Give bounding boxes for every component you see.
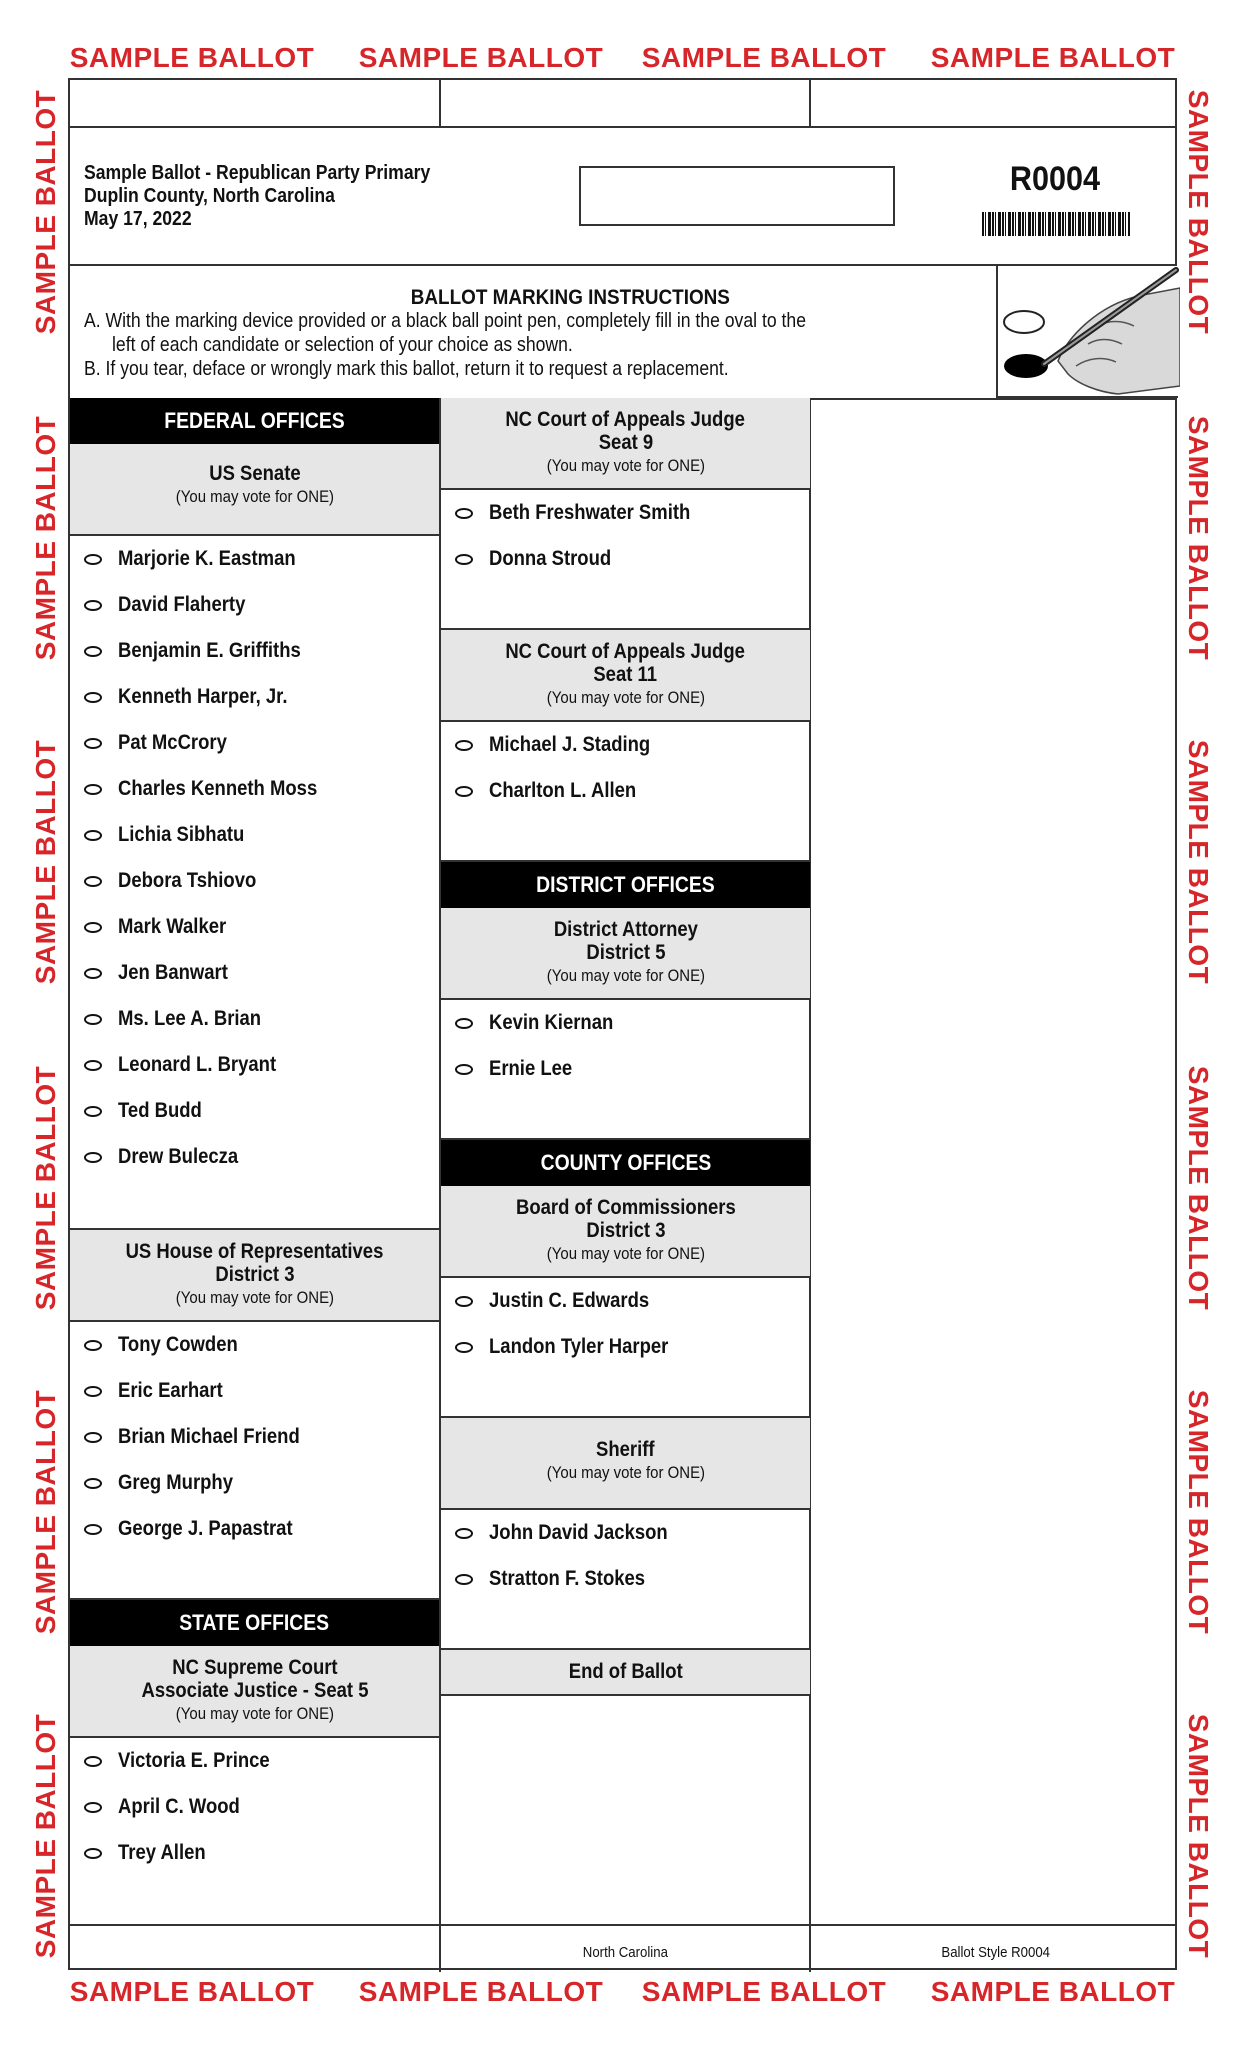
contest-subtitle: District 5: [585, 941, 666, 964]
vote-oval[interactable]: [455, 1528, 473, 1539]
candidate-option[interactable]: Pat McCrory: [70, 720, 439, 766]
contest-district-attorney: [441, 908, 810, 1140]
section-header-county: COUNTY OFFICES: [441, 1140, 810, 1186]
vote-oval[interactable]: [84, 646, 102, 657]
contest-title: NC Supreme Court: [171, 1656, 338, 1679]
precinct-box: [579, 166, 895, 226]
candidate-option[interactable]: Ernie Lee: [441, 1046, 810, 1092]
watermark-right-6: SAMPLE BALLOT: [1183, 1713, 1214, 1959]
section-header-district: DISTRICT OFFICES: [441, 862, 810, 908]
candidate-option[interactable]: Drew Bulecza: [70, 1134, 439, 1180]
vote-oval[interactable]: [84, 692, 102, 703]
contest-header: [441, 630, 810, 722]
candidate-option[interactable]: Ted Budd: [70, 1088, 439, 1134]
candidate-option[interactable]: Brian Michael Friend: [70, 1414, 439, 1460]
vote-oval[interactable]: [455, 1342, 473, 1353]
contest-header: [70, 1646, 439, 1738]
candidate-option[interactable]: Beth Freshwater Smith: [441, 490, 810, 536]
candidate-option[interactable]: Lichia Sibhatu: [70, 812, 439, 858]
contest-title: US House of Representatives: [125, 1240, 384, 1263]
ballot-date: May 17, 2022: [84, 208, 192, 230]
ballot-style-code: R0004: [1009, 160, 1101, 198]
vote-oval[interactable]: [84, 1524, 102, 1535]
marking-example-illustration: [996, 266, 1178, 398]
watermark-left-1: SAMPLE BALLOT: [30, 89, 61, 335]
watermark-bottom-3: SAMPLE BALLOT: [641, 1976, 887, 2007]
watermark-right-1: SAMPLE BALLOT: [1183, 89, 1214, 335]
ballot-header: [84, 162, 430, 231]
section-header-federal: FEDERAL OFFICES: [70, 398, 439, 444]
vote-oval[interactable]: [84, 830, 102, 841]
vote-oval[interactable]: [84, 1802, 102, 1813]
ballot-column-1: [70, 398, 439, 1876]
vote-oval[interactable]: [84, 1014, 102, 1025]
contest-header: [441, 1418, 810, 1510]
vote-for-instruction: (You may vote for ONE): [175, 487, 334, 506]
end-of-ballot: End of Ballot: [441, 1650, 810, 1696]
vote-oval[interactable]: [455, 508, 473, 519]
watermark-bottom-4: SAMPLE BALLOT: [930, 1976, 1176, 2007]
vote-for-instruction: (You may vote for ONE): [546, 1463, 705, 1482]
contest-title: NC Court of Appeals Judge: [505, 408, 746, 431]
footer-state: North Carolina: [582, 1944, 669, 1961]
candidate-option[interactable]: Marjorie K. Eastman: [70, 536, 439, 582]
candidate-option[interactable]: Greg Murphy: [70, 1460, 439, 1506]
barcode: [982, 212, 1130, 236]
vote-oval[interactable]: [84, 554, 102, 565]
watermark-left-5: SAMPLE BALLOT: [30, 1389, 61, 1635]
vote-oval[interactable]: [455, 1296, 473, 1307]
watermark-left-6: SAMPLE BALLOT: [30, 1713, 61, 1959]
vote-oval[interactable]: [84, 1478, 102, 1489]
vote-oval[interactable]: [84, 1432, 102, 1443]
candidate-option[interactable]: April C. Wood: [70, 1784, 439, 1830]
candidate-option[interactable]: Stratton F. Stokes: [441, 1556, 810, 1602]
instruction-a: A. With the marking device provided or a black ball point pen, completely fill in the oval to the: [84, 310, 806, 332]
contest-us-senate: [70, 444, 439, 1230]
contest-sheriff: [441, 1418, 810, 1650]
contest-header: [70, 444, 439, 536]
vote-oval[interactable]: [84, 1848, 102, 1859]
watermark-left-2: SAMPLE BALLOT: [30, 415, 61, 661]
candidate-option[interactable]: Trey Allen: [70, 1830, 439, 1876]
candidate-option[interactable]: Charlton L. Allen: [441, 768, 810, 814]
candidate-option[interactable]: Kenneth Harper, Jr.: [70, 674, 439, 720]
watermark-left-4: SAMPLE BALLOT: [30, 1065, 61, 1311]
vote-oval[interactable]: [84, 1756, 102, 1767]
contest-board-of-commissioners: [441, 1186, 810, 1418]
ballot-divider: [439, 80, 441, 126]
ballot-election-title: Sample Ballot - Republican Party Primary: [84, 162, 431, 184]
candidate-option[interactable]: Kevin Kiernan: [441, 1000, 810, 1046]
vote-oval[interactable]: [84, 738, 102, 749]
candidate-option[interactable]: Jen Banwart: [70, 950, 439, 996]
watermark-bottom-2: SAMPLE BALLOT: [358, 1976, 604, 2007]
vote-for-instruction: (You may vote for ONE): [546, 1244, 705, 1263]
vote-for-instruction: (You may vote for ONE): [546, 456, 705, 475]
candidate-option[interactable]: Landon Tyler Harper: [441, 1324, 810, 1370]
candidate-option[interactable]: Debora Tshiovo: [70, 858, 439, 904]
vote-oval[interactable]: [84, 968, 102, 979]
vote-for-instruction: (You may vote for ONE): [546, 966, 705, 985]
watermark-left-3: SAMPLE BALLOT: [30, 739, 61, 985]
candidate-option[interactable]: Charles Kenneth Moss: [70, 766, 439, 812]
candidate-option[interactable]: Victoria E. Prince: [70, 1738, 439, 1784]
vote-for-instruction: (You may vote for ONE): [546, 688, 705, 707]
watermark-top-1: SAMPLE BALLOT: [69, 42, 315, 73]
contest-subtitle: District 3: [214, 1263, 295, 1286]
contest-us-house: [70, 1230, 439, 1600]
contest-header: [441, 908, 810, 1000]
section-header-state: STATE OFFICES: [70, 1600, 439, 1646]
candidate-option[interactable]: Donna Stroud: [441, 536, 810, 582]
contest-subtitle: Seat 9: [598, 431, 653, 454]
watermark-top-2: SAMPLE BALLOT: [358, 42, 604, 73]
watermark-right-4: SAMPLE BALLOT: [1183, 1065, 1214, 1311]
vote-oval[interactable]: [455, 554, 473, 565]
vote-oval[interactable]: [84, 1152, 102, 1163]
vote-oval[interactable]: [455, 740, 473, 751]
ballot-divider: [70, 126, 1175, 128]
vote-oval[interactable]: [84, 600, 102, 611]
contest-title: Board of Commissioners: [515, 1196, 736, 1219]
candidate-option[interactable]: Mark Walker: [70, 904, 439, 950]
vote-oval[interactable]: [84, 922, 102, 933]
candidate-option[interactable]: George J. Papastrat: [70, 1506, 439, 1552]
candidate-option[interactable]: Benjamin E. Griffiths: [70, 628, 439, 674]
candidate-option[interactable]: David Flaherty: [70, 582, 439, 628]
watermark-bottom-1: SAMPLE BALLOT: [69, 1976, 315, 2007]
contest-subtitle: Associate Justice - Seat 5: [140, 1679, 369, 1702]
footer-ballot-style: Ballot Style R0004: [941, 1944, 1050, 1961]
contest-title: Sheriff: [596, 1438, 655, 1461]
ballot-sheet: [68, 78, 1177, 1970]
instruction-b: B. If you tear, deface or wrongly mark this ballot, return it to request a replacement.: [84, 358, 729, 380]
contest-appeals-seat-11: [441, 630, 810, 862]
instructions-title: BALLOT MARKING INSTRUCTIONS: [410, 286, 730, 309]
contest-header: [441, 398, 810, 490]
candidate-option[interactable]: Tony Cowden: [70, 1322, 439, 1368]
watermark-right-2: SAMPLE BALLOT: [1183, 415, 1214, 661]
vote-oval[interactable]: [84, 1106, 102, 1117]
vote-oval[interactable]: [455, 1064, 473, 1075]
ballot-column-2: [441, 398, 810, 1696]
vote-oval[interactable]: [455, 1018, 473, 1029]
vote-oval[interactable]: [84, 1386, 102, 1397]
contest-nc-supreme-court: [70, 1646, 439, 1876]
candidate-option[interactable]: Justin C. Edwards: [441, 1278, 810, 1324]
watermark-right-5: SAMPLE BALLOT: [1183, 1389, 1214, 1635]
watermark-right-3: SAMPLE BALLOT: [1183, 739, 1214, 985]
candidate-option[interactable]: Eric Earhart: [70, 1368, 439, 1414]
vote-oval[interactable]: [455, 1574, 473, 1585]
vote-oval[interactable]: [455, 786, 473, 797]
watermark-top-4: SAMPLE BALLOT: [930, 42, 1176, 73]
ballot-divider: [809, 80, 811, 126]
candidate-option[interactable]: Ms. Lee A. Brian: [70, 996, 439, 1042]
contest-title: District Attorney: [553, 918, 698, 941]
vote-for-instruction: (You may vote for ONE): [175, 1288, 334, 1307]
contest-title: US Senate: [208, 462, 301, 485]
instruction-a-cont: left of each candidate or selection of your choice as shown.: [112, 334, 573, 356]
ballot-county: Duplin County, North Carolina: [84, 185, 335, 207]
contest-subtitle: District 3: [585, 1219, 666, 1242]
candidate-option[interactable]: John David Jackson: [441, 1510, 810, 1556]
candidate-option[interactable]: Michael J. Stading: [441, 722, 810, 768]
vote-oval[interactable]: [84, 876, 102, 887]
vote-oval[interactable]: [84, 1340, 102, 1351]
vote-for-instruction: (You may vote for ONE): [175, 1704, 334, 1723]
vote-oval[interactable]: [84, 784, 102, 795]
contest-subtitle: Seat 11: [593, 663, 658, 686]
contest-header: [441, 1186, 810, 1278]
watermark-top-3: SAMPLE BALLOT: [641, 42, 887, 73]
hand-marking-icon: [998, 266, 1180, 396]
contest-appeals-seat-9: [441, 398, 810, 630]
candidate-option[interactable]: Leonard L. Bryant: [70, 1042, 439, 1088]
ballot-divider: [70, 1924, 1175, 1926]
contest-header: [70, 1230, 439, 1322]
contest-title: NC Court of Appeals Judge: [505, 640, 746, 663]
vote-oval[interactable]: [84, 1060, 102, 1071]
